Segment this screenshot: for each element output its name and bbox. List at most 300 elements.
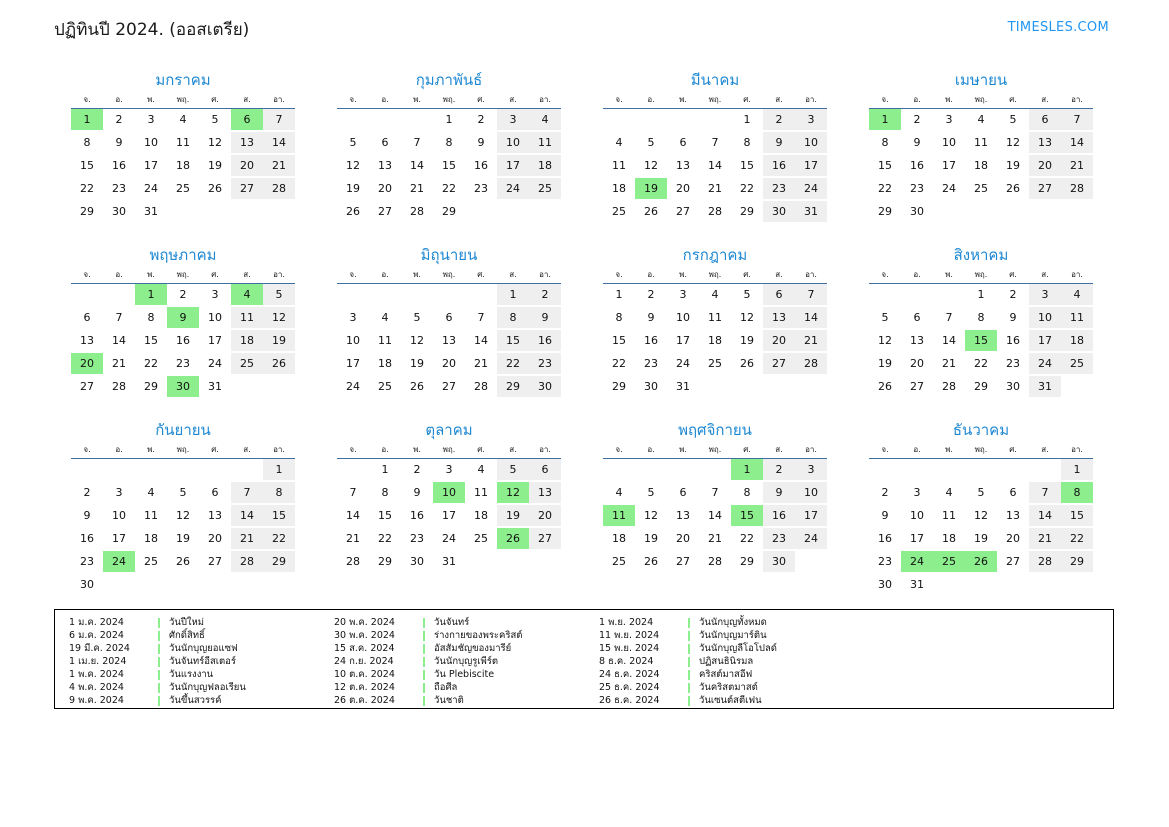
day-cell[interactable]: 23 — [176, 357, 190, 370]
day-cell[interactable]: 24 — [442, 532, 456, 545]
day-cell[interactable]: 2 — [179, 288, 187, 302]
day-cell[interactable]: 5 — [743, 288, 751, 302]
day-cell-holiday[interactable]: 8 — [1061, 481, 1093, 504]
day-cell[interactable]: 11 — [176, 136, 190, 149]
day-cell[interactable]: 17 — [112, 532, 126, 545]
day-cell[interactable]: 11 — [942, 509, 956, 522]
day-cell[interactable]: 10 — [208, 311, 222, 324]
day-cell[interactable]: 22 — [80, 182, 94, 195]
day-cell[interactable]: 23 — [410, 532, 424, 545]
day-cell[interactable]: 7 — [1029, 481, 1061, 504]
day-cell[interactable]: 18 — [612, 532, 626, 545]
day-cell[interactable]: 12 — [740, 311, 754, 324]
day-cell[interactable]: 16 — [529, 329, 561, 352]
day-cell[interactable]: 15 — [80, 159, 94, 172]
day-cell[interactable]: 6 — [1029, 108, 1061, 131]
day-cell[interactable]: 11 — [474, 486, 488, 499]
day-cell[interactable]: 24 — [144, 182, 158, 195]
day-cell[interactable]: 22 — [974, 357, 988, 370]
day-cell[interactable]: 25 — [378, 380, 392, 393]
day-cell[interactable]: 2 — [913, 113, 921, 127]
day-cell[interactable]: 12 — [644, 509, 658, 522]
day-cell[interactable]: 3 — [497, 108, 529, 131]
day-cell[interactable]: 15 — [442, 159, 456, 172]
day-cell[interactable]: 21 — [708, 182, 722, 195]
day-cell[interactable]: 30 — [763, 200, 795, 223]
day-cell-holiday[interactable]: 25 — [933, 550, 965, 573]
day-cell[interactable]: 19 — [497, 504, 529, 527]
day-cell[interactable]: 13 — [378, 159, 392, 172]
day-cell[interactable]: 20 — [763, 329, 795, 352]
day-cell[interactable]: 30 — [910, 205, 924, 218]
day-cell[interactable]: 28 — [795, 352, 827, 375]
day-cell[interactable]: 12 — [1006, 136, 1020, 149]
day-cell[interactable]: 16 — [410, 509, 424, 522]
day-cell[interactable]: 28 — [1029, 550, 1061, 573]
day-cell[interactable]: 22 — [612, 357, 626, 370]
day-cell[interactable]: 5 — [211, 113, 219, 127]
day-cell[interactable]: 21 — [1029, 527, 1061, 550]
day-cell[interactable]: 7 — [413, 136, 421, 149]
day-cell[interactable]: 8 — [881, 136, 889, 149]
day-cell[interactable]: 10 — [1029, 306, 1061, 329]
day-cell[interactable]: 11 — [974, 136, 988, 149]
day-cell[interactable]: 24 — [795, 177, 827, 200]
day-cell[interactable]: 3 — [349, 311, 357, 324]
day-cell[interactable]: 30 — [529, 375, 561, 398]
day-cell-holiday[interactable]: 1 — [71, 108, 103, 131]
day-cell[interactable]: 19 — [878, 357, 892, 370]
day-cell[interactable]: 12 — [410, 334, 424, 347]
day-cell[interactable]: 4 — [945, 486, 953, 499]
day-cell[interactable]: 13 — [910, 334, 924, 347]
day-cell[interactable]: 6 — [529, 458, 561, 481]
day-cell[interactable]: 16 — [910, 159, 924, 172]
day-cell-holiday[interactable]: 15 — [965, 329, 997, 352]
day-cell[interactable]: 25 — [1061, 352, 1093, 375]
day-cell[interactable]: 27 — [208, 555, 222, 568]
day-cell[interactable]: 16 — [878, 532, 892, 545]
day-cell[interactable]: 3 — [795, 458, 827, 481]
day-cell[interactable]: 21 — [795, 329, 827, 352]
day-cell[interactable]: 21 — [263, 154, 295, 177]
day-cell[interactable]: 30 — [1006, 380, 1020, 393]
day-cell[interactable]: 16 — [474, 159, 488, 172]
day-cell[interactable]: 26 — [410, 380, 424, 393]
day-cell[interactable]: 24 — [497, 177, 529, 200]
day-cell[interactable]: 5 — [413, 311, 421, 324]
day-cell-holiday[interactable]: 19 — [635, 177, 667, 200]
day-cell[interactable]: 29 — [80, 205, 94, 218]
day-cell[interactable]: 18 — [942, 532, 956, 545]
day-cell[interactable]: 20 — [442, 357, 456, 370]
day-cell-holiday[interactable]: 26 — [497, 527, 529, 550]
day-cell[interactable]: 29 — [144, 380, 158, 393]
day-cell[interactable]: 31 — [144, 205, 158, 218]
day-cell[interactable]: 16 — [112, 159, 126, 172]
day-cell[interactable]: 20 — [529, 504, 561, 527]
day-cell[interactable]: 10 — [676, 311, 690, 324]
day-cell[interactable]: 31 — [208, 380, 222, 393]
day-cell[interactable]: 14 — [1061, 131, 1093, 154]
day-cell[interactable]: 25 — [474, 532, 488, 545]
day-cell[interactable]: 9 — [763, 131, 795, 154]
day-cell[interactable]: 23 — [763, 177, 795, 200]
day-cell[interactable]: 26 — [1006, 182, 1020, 195]
day-cell[interactable]: 13 — [676, 159, 690, 172]
day-cell[interactable]: 28 — [263, 177, 295, 200]
day-cell[interactable]: 16 — [763, 154, 795, 177]
day-cell[interactable]: 10 — [942, 136, 956, 149]
day-cell[interactable]: 3 — [445, 463, 453, 477]
day-cell[interactable]: 19 — [263, 329, 295, 352]
day-cell[interactable]: 22 — [740, 532, 754, 545]
day-cell[interactable]: 22 — [497, 352, 529, 375]
day-cell[interactable]: 10 — [910, 509, 924, 522]
day-cell[interactable]: 31 — [910, 578, 924, 591]
day-cell[interactable]: 17 — [795, 154, 827, 177]
day-cell[interactable]: 15 — [144, 334, 158, 347]
day-cell[interactable]: 6 — [913, 311, 921, 324]
day-cell[interactable]: 9 — [115, 136, 123, 149]
day-cell[interactable]: 9 — [1009, 311, 1017, 324]
day-cell[interactable]: 6 — [763, 283, 795, 306]
day-cell[interactable]: 25 — [612, 205, 626, 218]
day-cell[interactable]: 26 — [878, 380, 892, 393]
day-cell[interactable]: 1 — [615, 288, 623, 302]
day-cell[interactable]: 28 — [708, 205, 722, 218]
day-cell[interactable]: 10 — [795, 481, 827, 504]
day-cell[interactable]: 29 — [263, 550, 295, 573]
day-cell[interactable]: 22 — [442, 182, 456, 195]
day-cell[interactable]: 4 — [179, 113, 187, 127]
day-cell[interactable]: 13 — [1006, 509, 1020, 522]
day-cell[interactable]: 20 — [1006, 532, 1020, 545]
day-cell[interactable]: 6 — [679, 136, 687, 149]
day-cell[interactable]: 19 — [740, 334, 754, 347]
day-cell[interactable]: 17 — [942, 159, 956, 172]
day-cell[interactable]: 6 — [211, 486, 219, 499]
day-cell[interactable]: 28 — [346, 555, 360, 568]
day-cell[interactable]: 14 — [942, 334, 956, 347]
day-cell[interactable]: 21 — [474, 357, 488, 370]
day-cell[interactable]: 5 — [647, 486, 655, 499]
day-cell[interactable]: 11 — [144, 509, 158, 522]
day-cell[interactable]: 19 — [644, 532, 658, 545]
day-cell[interactable]: 19 — [346, 182, 360, 195]
day-cell-holiday[interactable]: 11 — [603, 504, 635, 527]
day-cell[interactable]: 26 — [644, 555, 658, 568]
day-cell[interactable]: 10 — [346, 334, 360, 347]
day-cell[interactable]: 4 — [147, 486, 155, 499]
day-cell[interactable]: 28 — [942, 380, 956, 393]
day-cell[interactable]: 26 — [208, 182, 222, 195]
day-cell[interactable]: 5 — [263, 283, 295, 306]
day-cell[interactable]: 10 — [112, 509, 126, 522]
day-cell[interactable]: 26 — [740, 357, 754, 370]
day-cell[interactable]: 20 — [378, 182, 392, 195]
day-cell-holiday[interactable]: 12 — [497, 481, 529, 504]
day-cell-holiday[interactable]: 1 — [869, 108, 901, 131]
day-cell[interactable]: 16 — [1006, 334, 1020, 347]
day-cell[interactable]: 24 — [208, 357, 222, 370]
day-cell[interactable]: 10 — [795, 131, 827, 154]
day-cell[interactable]: 4 — [477, 463, 485, 477]
day-cell[interactable]: 2 — [83, 486, 91, 499]
day-cell[interactable]: 25 — [974, 182, 988, 195]
day-cell[interactable]: 2 — [881, 486, 889, 499]
day-cell[interactable]: 9 — [647, 311, 655, 324]
day-cell[interactable]: 29 — [740, 205, 754, 218]
day-cell[interactable]: 16 — [176, 334, 190, 347]
day-cell[interactable]: 3 — [679, 288, 687, 302]
day-cell[interactable]: 25 — [529, 177, 561, 200]
day-cell[interactable]: 21 — [1061, 154, 1093, 177]
day-cell[interactable]: 8 — [977, 311, 985, 324]
day-cell[interactable]: 18 — [378, 357, 392, 370]
day-cell[interactable]: 2 — [413, 463, 421, 477]
day-cell[interactable]: 22 — [878, 182, 892, 195]
day-cell[interactable]: 4 — [1061, 283, 1093, 306]
day-cell[interactable]: 8 — [497, 306, 529, 329]
day-cell[interactable]: 3 — [211, 288, 219, 302]
day-cell[interactable]: 4 — [529, 108, 561, 131]
day-cell[interactable]: 27 — [529, 527, 561, 550]
day-cell[interactable]: 8 — [263, 481, 295, 504]
day-cell[interactable]: 14 — [708, 509, 722, 522]
day-cell[interactable]: 13 — [1029, 131, 1061, 154]
day-cell[interactable]: 22 — [378, 532, 392, 545]
day-cell[interactable]: 5 — [977, 486, 985, 499]
day-cell[interactable]: 13 — [529, 481, 561, 504]
day-cell[interactable]: 24 — [346, 380, 360, 393]
day-cell[interactable]: 23 — [910, 182, 924, 195]
day-cell[interactable]: 6 — [1009, 486, 1017, 499]
day-cell[interactable]: 15 — [878, 159, 892, 172]
day-cell[interactable]: 28 — [112, 380, 126, 393]
day-cell[interactable]: 2 — [647, 288, 655, 302]
day-cell[interactable]: 12 — [208, 136, 222, 149]
day-cell[interactable]: 29 — [974, 380, 988, 393]
day-cell[interactable]: 8 — [743, 486, 751, 499]
day-cell[interactable]: 3 — [147, 113, 155, 127]
day-cell[interactable]: 14 — [263, 131, 295, 154]
day-cell[interactable]: 4 — [615, 486, 623, 499]
day-cell[interactable]: 13 — [208, 509, 222, 522]
day-cell[interactable]: 11 — [612, 159, 626, 172]
day-cell[interactable]: 30 — [410, 555, 424, 568]
day-cell[interactable]: 7 — [795, 283, 827, 306]
day-cell[interactable]: 22 — [1061, 527, 1093, 550]
day-cell[interactable]: 13 — [442, 334, 456, 347]
day-cell[interactable]: 18 — [612, 182, 626, 195]
day-cell[interactable]: 29 — [740, 555, 754, 568]
day-cell[interactable]: 21 — [708, 532, 722, 545]
day-cell[interactable]: 19 — [1006, 159, 1020, 172]
day-cell[interactable]: 1 — [497, 283, 529, 306]
day-cell[interactable]: 9 — [529, 306, 561, 329]
day-cell[interactable]: 14 — [112, 334, 126, 347]
day-cell[interactable]: 31 — [795, 200, 827, 223]
day-cell[interactable]: 14 — [474, 334, 488, 347]
day-cell[interactable]: 14 — [795, 306, 827, 329]
day-cell[interactable]: 13 — [676, 509, 690, 522]
day-cell[interactable]: 30 — [878, 578, 892, 591]
day-cell[interactable]: 27 — [1029, 177, 1061, 200]
day-cell-holiday[interactable]: 30 — [167, 375, 199, 398]
day-cell[interactable]: 18 — [974, 159, 988, 172]
day-cell[interactable]: 12 — [346, 159, 360, 172]
day-cell[interactable]: 20 — [231, 154, 263, 177]
day-cell[interactable]: 14 — [231, 504, 263, 527]
day-cell[interactable]: 12 — [263, 306, 295, 329]
day-cell-holiday[interactable]: 1 — [731, 458, 763, 481]
day-cell[interactable]: 20 — [676, 532, 690, 545]
day-cell[interactable]: 23 — [474, 182, 488, 195]
day-cell[interactable]: 17 — [1029, 329, 1061, 352]
day-cell-holiday[interactable]: 24 — [901, 550, 933, 573]
day-cell[interactable]: 28 — [410, 205, 424, 218]
day-cell[interactable]: 24 — [1029, 352, 1061, 375]
day-cell[interactable]: 5 — [179, 486, 187, 499]
day-cell[interactable]: 8 — [445, 136, 453, 149]
day-cell[interactable]: 2 — [529, 283, 561, 306]
day-cell[interactable]: 8 — [147, 311, 155, 324]
day-cell[interactable]: 20 — [676, 182, 690, 195]
day-cell[interactable]: 27 — [80, 380, 94, 393]
day-cell[interactable]: 8 — [615, 311, 623, 324]
day-cell-holiday[interactable]: 24 — [103, 550, 135, 573]
day-cell[interactable]: 23 — [878, 555, 892, 568]
day-cell-holiday[interactable]: 10 — [433, 481, 465, 504]
day-cell[interactable]: 28 — [708, 555, 722, 568]
day-cell[interactable]: 1 — [977, 288, 985, 302]
day-cell[interactable]: 21 — [942, 357, 956, 370]
day-cell[interactable]: 18 — [144, 532, 158, 545]
day-cell[interactable]: 31 — [676, 380, 690, 393]
day-cell[interactable]: 10 — [497, 131, 529, 154]
day-cell-holiday[interactable]: 6 — [231, 108, 263, 131]
day-cell[interactable]: 8 — [381, 486, 389, 499]
day-cell[interactable]: 7 — [115, 311, 123, 324]
day-cell[interactable]: 17 — [144, 159, 158, 172]
day-cell[interactable]: 9 — [881, 509, 889, 522]
day-cell[interactable]: 19 — [974, 532, 988, 545]
day-cell[interactable]: 29 — [378, 555, 392, 568]
day-cell[interactable]: 30 — [112, 205, 126, 218]
day-cell[interactable]: 23 — [80, 555, 94, 568]
day-cell-holiday[interactable]: 20 — [71, 352, 103, 375]
day-cell[interactable]: 23 — [644, 357, 658, 370]
day-cell[interactable]: 18 — [474, 509, 488, 522]
day-cell[interactable]: 1 — [263, 458, 295, 481]
day-cell[interactable]: 17 — [497, 154, 529, 177]
day-cell[interactable]: 29 — [878, 205, 892, 218]
day-cell[interactable]: 3 — [945, 113, 953, 127]
day-cell[interactable]: 7 — [711, 136, 719, 149]
day-cell[interactable]: 18 — [231, 329, 263, 352]
day-cell[interactable]: 7 — [231, 481, 263, 504]
day-cell[interactable]: 16 — [80, 532, 94, 545]
day-cell[interactable]: 11 — [708, 311, 722, 324]
day-cell[interactable]: 24 — [795, 527, 827, 550]
day-cell[interactable]: 17 — [442, 509, 456, 522]
day-cell[interactable]: 10 — [144, 136, 158, 149]
day-cell[interactable]: 7 — [945, 311, 953, 324]
day-cell[interactable]: 12 — [644, 159, 658, 172]
day-cell[interactable]: 27 — [231, 177, 263, 200]
day-cell[interactable]: 17 — [208, 334, 222, 347]
day-cell[interactable]: 15 — [740, 159, 754, 172]
day-cell[interactable]: 23 — [1006, 357, 1020, 370]
day-cell[interactable]: 25 — [231, 352, 263, 375]
day-cell[interactable]: 4 — [381, 311, 389, 324]
day-cell[interactable]: 5 — [881, 311, 889, 324]
day-cell[interactable]: 2 — [1009, 288, 1017, 302]
day-cell[interactable]: 14 — [708, 159, 722, 172]
day-cell[interactable]: 12 — [176, 509, 190, 522]
day-cell[interactable]: 29 — [1061, 550, 1093, 573]
day-cell[interactable]: 7 — [349, 486, 357, 499]
day-cell[interactable]: 6 — [445, 311, 453, 324]
day-cell[interactable]: 26 — [176, 555, 190, 568]
day-cell[interactable]: 2 — [115, 113, 123, 127]
site-brand-link[interactable]: TIMESLES.COM — [1007, 20, 1109, 35]
day-cell[interactable]: 15 — [497, 329, 529, 352]
day-cell[interactable]: 4 — [711, 288, 719, 302]
day-cell[interactable]: 20 — [910, 357, 924, 370]
day-cell[interactable]: 15 — [378, 509, 392, 522]
day-cell-holiday[interactable]: 26 — [965, 550, 997, 573]
day-cell[interactable]: 26 — [644, 205, 658, 218]
day-cell[interactable]: 19 — [208, 159, 222, 172]
day-cell[interactable]: 28 — [1061, 177, 1093, 200]
day-cell[interactable]: 14 — [346, 509, 360, 522]
day-cell[interactable]: 9 — [913, 136, 921, 149]
day-cell[interactable]: 1 — [445, 113, 453, 127]
day-cell[interactable]: 22 — [740, 182, 754, 195]
day-cell[interactable]: 23 — [529, 352, 561, 375]
day-cell[interactable]: 27 — [763, 352, 795, 375]
day-cell[interactable]: 27 — [442, 380, 456, 393]
day-cell[interactable]: 31 — [442, 555, 456, 568]
day-cell[interactable]: 23 — [763, 527, 795, 550]
day-cell[interactable]: 27 — [676, 205, 690, 218]
day-cell[interactable]: 5 — [349, 136, 357, 149]
day-cell[interactable]: 24 — [942, 182, 956, 195]
day-cell[interactable]: 9 — [413, 486, 421, 499]
day-cell[interactable]: 9 — [477, 136, 485, 149]
day-cell[interactable]: 30 — [644, 380, 658, 393]
day-cell[interactable]: 3 — [795, 108, 827, 131]
day-cell[interactable]: 4 — [977, 113, 985, 127]
day-cell[interactable]: 7 — [477, 311, 485, 324]
day-cell[interactable]: 25 — [144, 555, 158, 568]
day-cell[interactable]: 29 — [612, 380, 626, 393]
day-cell[interactable]: 17 — [676, 334, 690, 347]
day-cell[interactable]: 28 — [231, 550, 263, 573]
day-cell-holiday[interactable]: 15 — [731, 504, 763, 527]
day-cell[interactable]: 25 — [708, 357, 722, 370]
day-cell[interactable]: 31 — [1029, 375, 1061, 398]
day-cell[interactable]: 6 — [679, 486, 687, 499]
day-cell[interactable]: 22 — [144, 357, 158, 370]
day-cell[interactable]: 18 — [1061, 329, 1093, 352]
day-cell[interactable]: 13 — [763, 306, 795, 329]
day-cell[interactable]: 18 — [529, 154, 561, 177]
day-cell[interactable]: 27 — [676, 555, 690, 568]
day-cell[interactable]: 6 — [83, 311, 91, 324]
